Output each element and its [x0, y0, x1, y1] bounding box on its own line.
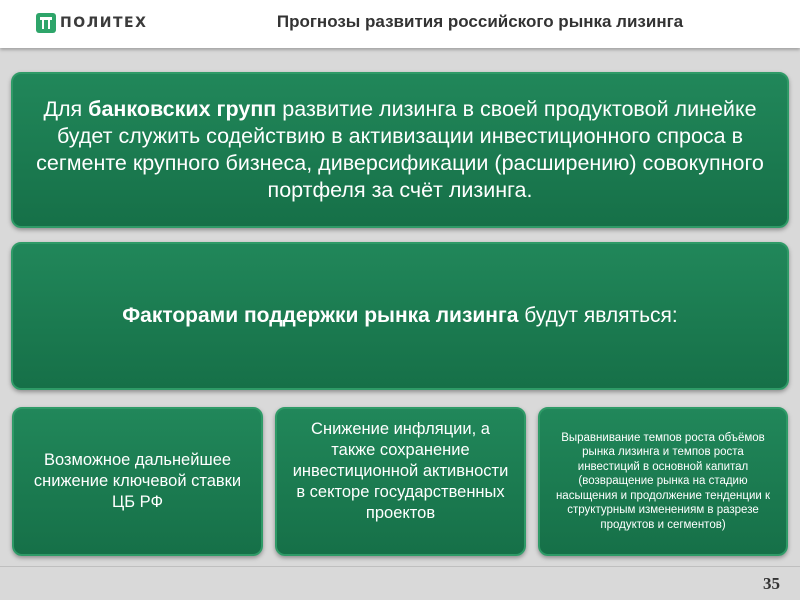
- logo: [36, 13, 147, 33]
- banking-groups-text-prefix: Для: [43, 97, 89, 121]
- factor-card-1: [12, 407, 263, 556]
- factor-card-text: Возможное дальнейшее снижение ключевой ставки ЦБ РФ: [33, 451, 242, 511]
- banking-groups-text: [25, 96, 775, 204]
- footer-divider: [0, 566, 800, 567]
- support-factors-heading-bold: Факторами поддержки рынка лизинга: [122, 304, 519, 327]
- header-bar: [0, 0, 800, 48]
- logo-text: ПОЛИТЕХ: [60, 15, 148, 31]
- politech-logo-icon: [36, 13, 56, 33]
- support-factors-heading-rest: будут являться:: [518, 304, 678, 327]
- support-factors-panel: [11, 242, 789, 390]
- factor-card-text: Снижение инфляции, а также сохранение инвестиционной активности в секторе государственных проектов: [292, 420, 509, 522]
- page-number: 35: [763, 574, 780, 593]
- factor-card-3: [538, 407, 788, 556]
- banking-groups-text-bold: банковских групп: [88, 97, 277, 121]
- support-factors-heading: [122, 304, 678, 328]
- factor-card-text: Выравнивание темпов роста объёмов рынка лизинга и темпов роста инвестиций в основной капитал (возвращение рынка на стадию насыщения и продолжение тенденции к структурным изменениям в разрезе продуктов и сегментов): [555, 431, 771, 531]
- page-title: Прогнозы развития российского рынка лизинга: [276, 12, 684, 31]
- banking-groups-text-rest: развитие лизинга в своей продуктовой линейке будет служить содействию в активизации инвестиционного спроса в сегменте крупного бизнеса, диверсификации (расширению) совокупного портфеля за счёт лизинга.: [36, 97, 764, 202]
- banking-groups-panel: [11, 72, 789, 228]
- factor-card-2: [275, 407, 526, 556]
